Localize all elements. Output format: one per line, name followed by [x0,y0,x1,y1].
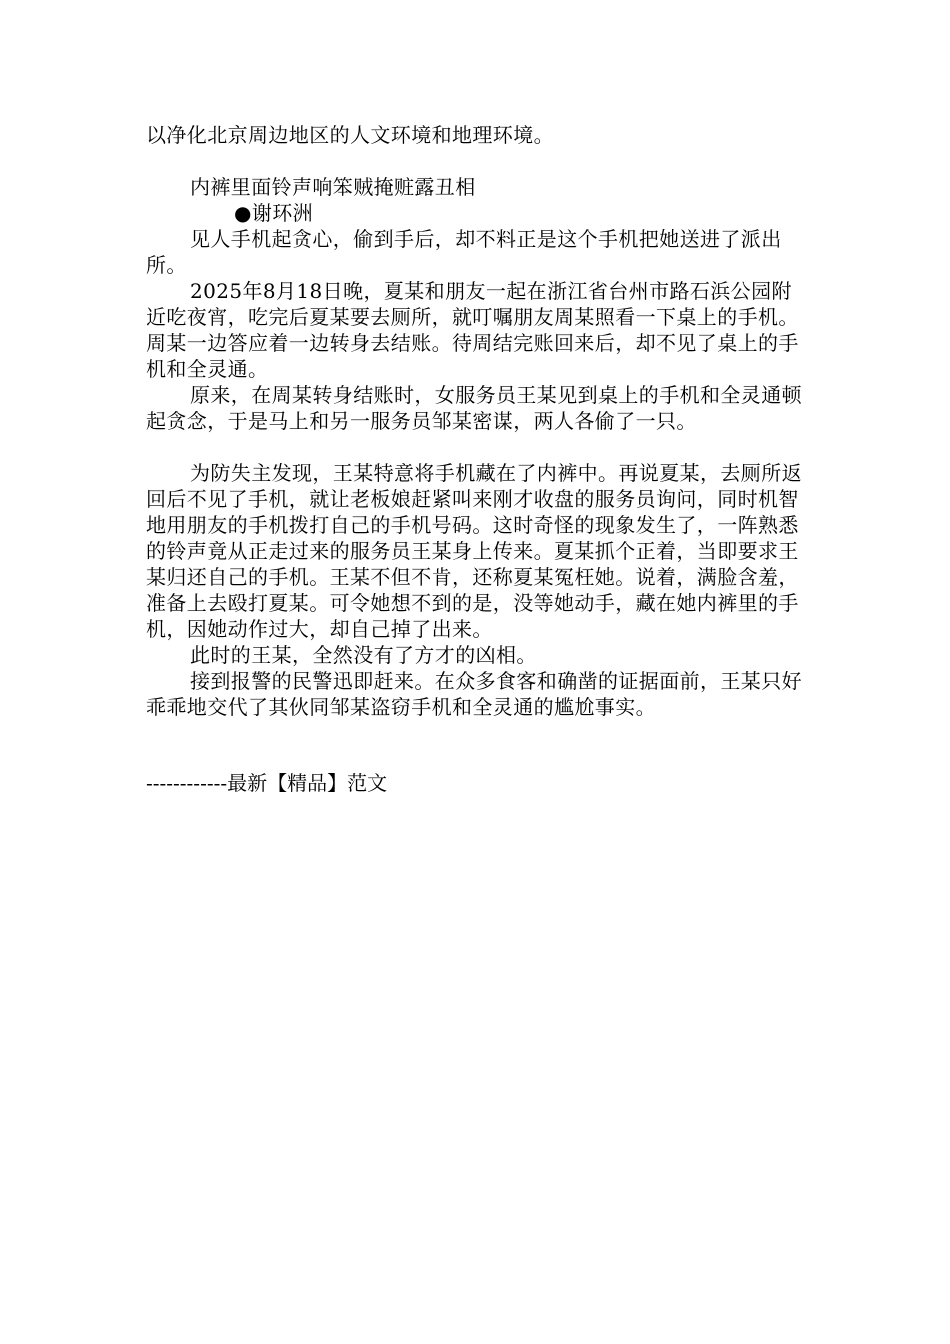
author-line [146,200,811,226]
article-title: 内裤里面铃声响笨贼掩赃露丑相 [190,175,476,199]
paragraph: 此时的王某，全然没有了方才的凶相。 [190,643,537,667]
bullet-icon: ● [234,201,252,225]
paragraph: 2025年8月18日晚，夏某和朋友一起在浙江省台州市路石浜公园附近吃夜宵，吃完后夏某要去厕所，就叮嘱朋友周某照看一下桌上的手机。周某一边答应着一边转身去结账。待周结完账回来后，却不见了桌上的手机和全灵通。 [146,279,799,381]
footer-text: ------------最新【精品】范文 [146,771,388,795]
paragraph-intro: 以净化北京周边地区的人文环境和地理环境。 [146,123,554,147]
paragraph: 原来，在周某转身结账时，女服务员王某见到桌上的手机和全灵通顿起贪念，于是马上和另一服务员邹某密谋，两人各偷了一只。 [146,383,802,433]
body-text [146,122,811,720]
paragraph: 见人手机起贪心，偷到手后，却不料正是这个手机把她送进了派出所。 [146,227,782,277]
paragraph: 为防失主发现，王某特意将手机藏在了内裤中。再说夏某，去厕所返回后不见了手机，就让老板娘赶紧叫来刚才收盘的服务员询问，同时机智地用朋友的手机拨打自己的手机号码。这时奇怪的现象发生了，一阵熟悉的铃声竟从正走过来的服务员王某身上传来。夏某抓个正着，当即要求王某归还自己的手机。王某不但不肯，还称夏某冤枉她。说着，满脸含羞，准备上去殴打夏某。可令她想不到的是，没等她动手，藏在她内裤里的手机，因她动作过大，却自己掉了出来。 [146,461,802,641]
author-name: 谢环洲 [251,201,314,225]
paragraph: 接到报警的民警迅即赶来。在众多食客和确凿的证据面前，王某只好乖乖地交代了其伙同邹某盗窃手机和全灵通的尴尬事实。 [146,669,802,719]
